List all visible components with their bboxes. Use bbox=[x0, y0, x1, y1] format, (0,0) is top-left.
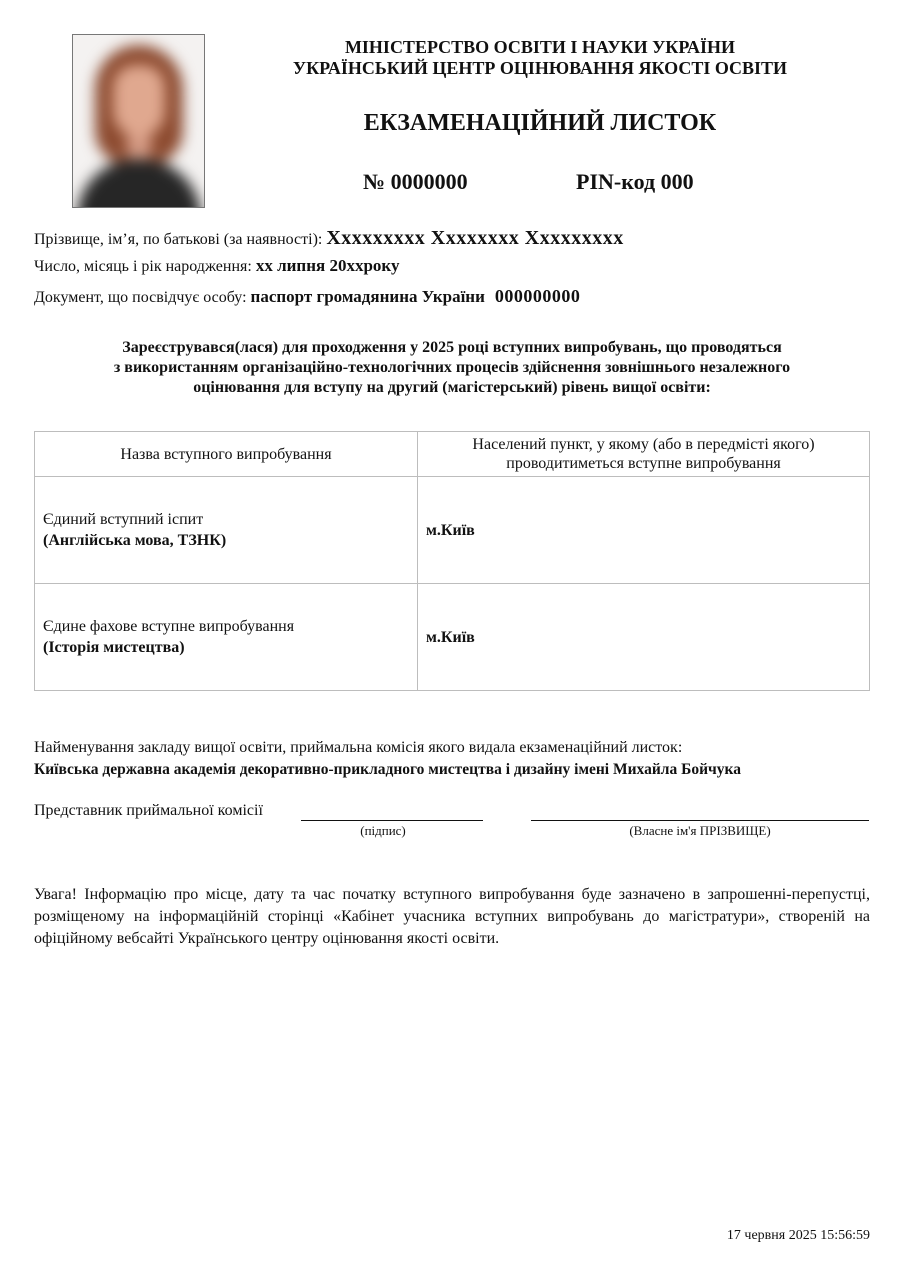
exam-name-cell bbox=[35, 584, 418, 691]
dob-day: xx bbox=[255, 256, 273, 275]
intro-line-2: з використанням організаційно-технологічних процесів здійснення зовнішнього незалежного bbox=[113, 359, 791, 376]
exam-name: Єдине фахове вступне випробування bbox=[43, 618, 295, 635]
exam-name: Єдиний вступний іспит bbox=[43, 511, 204, 528]
name-value: Xxxxxxxxx Xxxxxxxx Xxxxxxxxx bbox=[326, 227, 624, 249]
document-title: ЕКЗАМЕНАЦІЙНИЙ ЛИСТОК bbox=[363, 110, 717, 136]
table-row bbox=[35, 477, 870, 584]
document-number: 000000000 bbox=[494, 286, 581, 306]
dob-row bbox=[34, 256, 399, 276]
intro-line-3: оцінювання для вступу на другий (магістерський) рівень вищої освіти: bbox=[193, 379, 711, 396]
col-header-location-line-2: проводитиметься вступне випробування bbox=[506, 455, 781, 472]
registration-statement bbox=[34, 338, 870, 398]
exam-subject: (Англійська мова, ТЗНК) bbox=[43, 532, 227, 549]
sheet-number: № 0000000 bbox=[363, 169, 468, 194]
col-header-location bbox=[418, 432, 870, 477]
center-heading: УКРАЇНСЬКИЙ ЦЕНТР ОЦІНЮВАННЯ ЯКОСТІ ОСВІТИ bbox=[292, 58, 788, 78]
table-row bbox=[35, 584, 870, 691]
signature-line bbox=[301, 820, 483, 821]
applicant-photo bbox=[72, 34, 205, 208]
dob-year: xx bbox=[346, 256, 364, 275]
institution-label: Найменування закладу вищої освіти, приймальна комісія якого видала екзаменаційний листок: bbox=[34, 739, 683, 756]
pin-code: PIN-код 000 bbox=[576, 169, 694, 194]
intro-line-1: Зареєструвався(лася) для проходження у 2025 році вступних випробувань, що проводяться bbox=[122, 339, 782, 356]
ministry-heading: МІНІСТЕРСТВО ОСВІТИ І НАУКИ УКРАЇНИ bbox=[344, 37, 736, 57]
document-label: Документ, що посвідчує особу: bbox=[34, 289, 247, 306]
col-header-location-line-1: Населений пункт, у якому (або в передмісті якого) bbox=[472, 436, 815, 453]
exam-city: м.Київ bbox=[418, 477, 870, 584]
exam-name-cell bbox=[35, 477, 418, 584]
dob-suffix: року bbox=[363, 256, 400, 275]
dob-label: Число, місяць і рік народження: bbox=[34, 258, 252, 275]
print-timestamp: 17 червня 2025 15:56:59 bbox=[726, 1228, 870, 1243]
exam-city: м.Київ bbox=[418, 584, 870, 691]
dob-month: липня 20 bbox=[272, 256, 347, 275]
institution-block bbox=[34, 737, 884, 781]
representative-label: Представник приймальної комісії bbox=[34, 802, 263, 819]
document-row bbox=[34, 286, 580, 307]
attention-note: Увага! Інформацію про місце, дату та час початку вступного випробування буде зазначено в запрошенні-перепустці, розміщеному на інформаційній сторінці «Кабінет учасника вступних випробувань до магістратури», створеній на офіційному вебсайті Українського центру оцінювання якості освіти. bbox=[34, 886, 870, 947]
table-header-row bbox=[35, 432, 870, 477]
name-row bbox=[34, 227, 624, 250]
exam-subject: (Історія мистецтва) bbox=[43, 639, 185, 656]
photo-blurred-portrait bbox=[73, 35, 204, 207]
institution-name: Київська державна академія декоративно-прикладного мистецтва і дизайну імені Михайла Бойчука bbox=[34, 761, 741, 778]
exam-table bbox=[34, 431, 870, 691]
name-label: Прізвище, ім’я, по батькові (за наявності): bbox=[34, 231, 323, 248]
name-line bbox=[531, 820, 869, 821]
signature-caption: (підпис) bbox=[360, 823, 406, 838]
name-caption: (Власне ім'я ПРІЗВИЩЕ) bbox=[629, 823, 771, 838]
col-header-exam-name: Назва вступного випробування bbox=[35, 432, 418, 477]
document-type: паспорт громадянина України bbox=[250, 287, 485, 306]
